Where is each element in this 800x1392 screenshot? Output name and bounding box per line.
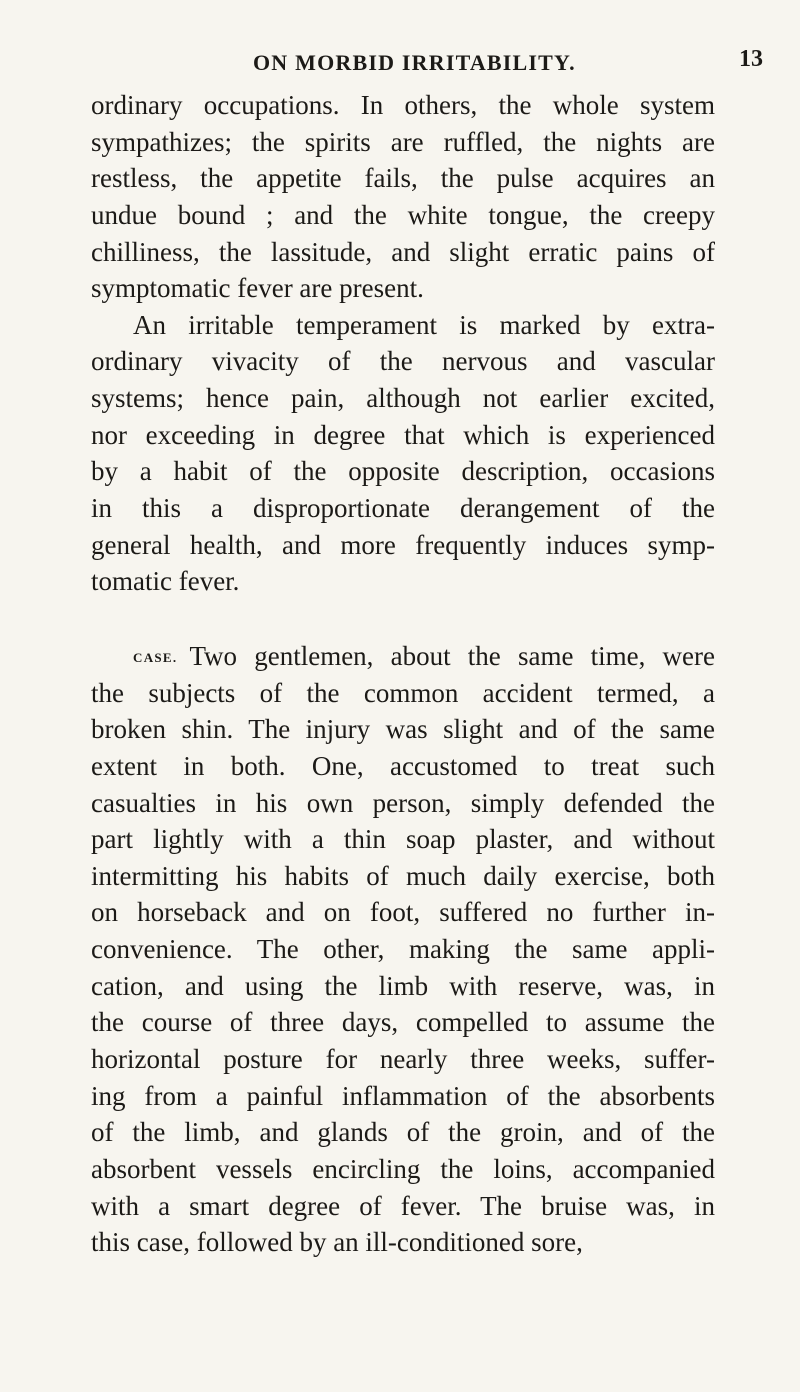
page-number: 13 [739, 46, 763, 72]
text-line: cation, and using the limb with reserve, was, in [91, 970, 715, 1001]
text-line: of the limb, and glands of the groin, and of the [91, 1117, 715, 1148]
text-line: restless, the appetite fails, the pulse acquires an [91, 163, 715, 194]
text-line: by a habit of the opposite description, occasions [91, 456, 715, 487]
text-line: undue bound ; and the white tongue, the creepy [91, 199, 715, 230]
paragraph-1 [91, 87, 715, 307]
text-line: ordinary vivacity of the nervous and vascular [91, 346, 715, 377]
case-side-label: CASE. [133, 649, 178, 665]
text-line: in this a disproportionate derangement of the [91, 493, 715, 524]
text-line: ordinary occupations. In others, the whole system [91, 90, 715, 120]
text-line: horizontal posture for nearly three weeks, suffer- [91, 1044, 715, 1075]
text-line: ing from a painful inflammation of the absorbents [91, 1080, 715, 1111]
running-head: ON MORBID IRRITABILITY. [253, 50, 576, 75]
text-line: this case, followed by an ill-conditioned sore, [91, 1227, 583, 1258]
case-first-line [91, 638, 715, 675]
text-line: convenience. The other, making the same appli- [91, 934, 715, 965]
paragraph-gap [91, 600, 715, 638]
paragraph-2 [91, 307, 715, 600]
text-line: Two gentlemen, about the same time, were [189, 640, 715, 671]
text-line: absorbent vessels encircling the loins, accompanied [91, 1153, 715, 1184]
text-line: tomatic fever. [91, 566, 240, 597]
text-line: with a smart degree of fever. The bruise was, in [91, 1190, 715, 1221]
text-line: extent in both. One, accustomed to treat such [91, 750, 715, 781]
text-line: the subjects of the common accident termed, a [91, 677, 715, 708]
text-line: symptomatic fever are present. [91, 273, 424, 304]
text-line: systems; hence pain, although not earlier excited, [91, 383, 715, 414]
text-line: the course of three days, compelled to assume the [91, 1007, 715, 1038]
text-line: on horseback and on foot, suffered no further in- [91, 897, 715, 928]
text-line: intermitting his habits of much daily exercise, both [91, 860, 715, 891]
text-line: nor exceeding in degree that which is experienced [91, 419, 715, 450]
text-line: broken shin. The injury was slight and of the same [91, 714, 715, 745]
paragraph-3 [91, 638, 715, 1261]
body-text [91, 87, 715, 1261]
text-line: general health, and more frequently induces symp- [91, 529, 715, 560]
text-line: An irritable temperament is marked by extra- [133, 309, 715, 340]
text-line: casualties in his own person, simply defended the [91, 787, 715, 818]
text-line: chilliness, the lassitude, and slight erratic pains of [91, 236, 715, 267]
text-line: part lightly with a thin soap plaster, and without [91, 824, 715, 855]
text-line: sympathizes; the spirits are ruffled, the nights are [91, 126, 715, 157]
